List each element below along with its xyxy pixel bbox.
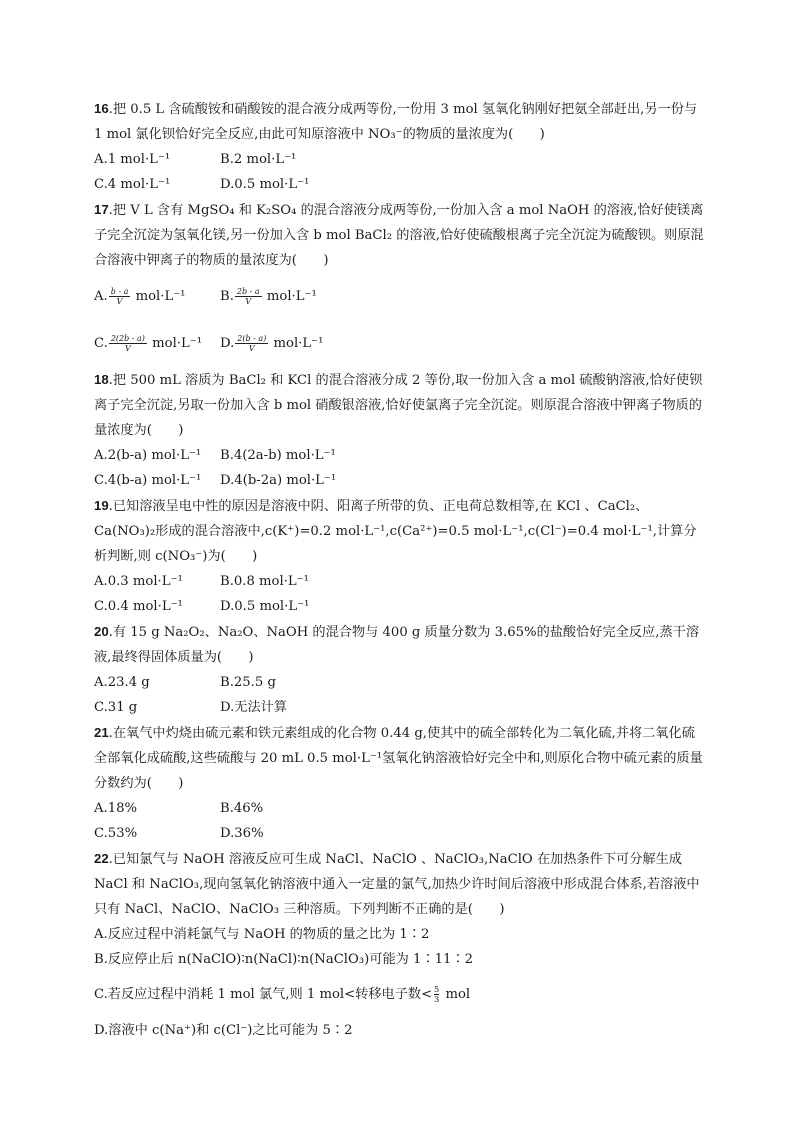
option-a[interactable]: A.0.3 mol·L⁻¹ [94,574,183,589]
fraction: $\frac{5}{3}$ [434,985,440,1004]
question-18 [94,367,704,493]
question-number: 19 [94,498,109,513]
option-b[interactable]: B.反应停止后 n(NaClO)∶n(NaCl)∶n(NaClO₃)可能为 1∶11∶2 [94,952,473,967]
question-number: 21 [94,725,109,740]
option-d[interactable]: D.无法计算 [220,700,288,715]
option-c[interactable]: C.4(b-a) mol·L⁻¹ [94,473,202,488]
option-a[interactable]: A.反应过程中消耗氯气与 NaOH 的物质的量之比为 1∶2 [94,927,430,942]
option-d[interactable]: D.0.5 mol·L⁻¹ [220,599,310,614]
fraction: $\frac{2(2b - a)}{V}$ [110,334,145,353]
option-c[interactable]: C. $\frac{2(2b - a)}{V}$ mol·L⁻¹ [94,334,202,353]
option-a[interactable]: A.2(b-a) mol·L⁻¹ [94,448,202,463]
option-d[interactable]: D.36% [220,826,264,841]
option-c[interactable]: C.4 mol·L⁻¹ [94,177,171,192]
question-page [94,96,704,1043]
option-a[interactable]: A.18% [94,801,138,816]
options [94,796,704,846]
options [94,273,704,367]
question-stem: 17.把 V L 含有 MgSO₄ 和 K₂SO₄ 的混合溶液分成两等份,一份加入含 a mol NaOH 的溶液,恰好使镁离子完全沉淀为氢氧化镁,另一份加入含 b mol BaCl₂ 的溶液,恰好使硫酸根离子完全沉淀为硫酸钡。则原混合溶液中钾离子的物质的量浓度为( ) [94,202,704,268]
question-number: 17 [94,202,109,217]
option-d[interactable]: D.溶液中 c(Na⁺)和 c(Cl⁻)之比可能为 5∶2 [94,1023,353,1038]
question-16 [94,96,704,197]
option-b[interactable]: B.4(2a-b) mol·L⁻¹ [220,448,336,463]
question-stem: 16.把 0.5 L 含硫酸铵和硝酸铵的混合液分成两等份,一份用 3 mol 氢氧化钠刚好把氨全部赶出,另一份与 1 mol 氯化钡恰好完全反应,由此可知原溶液中 NO₃⁻的物质的量浓度为( ) [94,101,698,142]
question-17 [94,197,704,367]
option-c[interactable]: C.31 g [94,700,138,715]
question-stem: 22.已知氯气与 NaOH 溶液反应可生成 NaCl、NaClO 、NaClO₃,NaClO 在加热条件下可分解生成 NaCl 和 NaClO₃,现向氢氧化钠溶液中通入一定量的氯气,加热少许时间后溶液中形成混合体系,若溶液中只有 NaCl、NaClO、NaClO₃ 三种溶质。下列判断不正确的是( ) [94,851,700,917]
options [94,922,704,1043]
question-stem: 18.把 500 mL 溶质为 BaCl₂ 和 KCl 的混合溶液分成 2 等份,取一份加入含 a mol 硫酸钠溶液,恰好使钡离子完全沉淀,另取一份加入含 b mol 硝酸银溶液,恰好使氯离子完全沉淀。则原混合溶液中钾离子物质的量浓度为( ) [94,372,703,438]
option-c[interactable]: C.53% [94,826,138,841]
option-a[interactable]: A.23.4 g [94,675,150,690]
question-number: 20 [94,624,109,639]
question-stem: 21.在氧气中灼烧由硫元素和铁元素组成的化合物 0.44 g,使其中的硫全部转化为二氧化硫,并将二氧化硫全部氧化成硫酸,这些硫酸与 20 mL 0.5 mol·L⁻¹氢氧化钠溶液恰好完全中和,则原化合物中硫元素的质量分数约为( ) [94,725,703,791]
option-a[interactable]: A.1 mol·L⁻¹ [94,152,171,167]
question-stem: 20.有 15 g Na₂O₂、Na₂O、NaOH 的混合物与 400 g 质量分数为 3.65%的盐酸恰好完全反应,蒸干溶液,最终得固体质量为( ) [94,624,700,665]
fraction: $\frac{2(b - a)}{V}$ [237,334,267,353]
option-d[interactable]: D.0.5 mol·L⁻¹ [220,177,310,192]
question-number: 22 [94,851,109,866]
question-21 [94,720,704,846]
fraction: $\frac{b - a}{V}$ [110,287,129,306]
question-number: 16 [94,101,109,116]
option-b[interactable]: B. $\frac{2b - a}{V}$ mol·L⁻¹ [220,287,317,306]
question-number: 18 [94,372,109,387]
option-b[interactable]: B.0.8 mol·L⁻¹ [220,574,309,589]
option-b[interactable]: B.46% [220,801,264,816]
option-a[interactable]: A. $\frac{b - a}{V}$ mol·L⁻¹ [94,287,186,306]
option-c[interactable]: C.0.4 mol·L⁻¹ [94,599,183,614]
question-22 [94,846,704,1043]
option-c[interactable]: C.若反应过程中消耗 1 mol 氯气,则 1 mol<转移电子数< $\frac{5}{3}$ mol [94,985,471,1004]
option-d[interactable]: D.4(b-2a) mol·L⁻¹ [220,473,337,488]
option-d[interactable]: D. $\frac{2(b - a)}{V}$ mol·L⁻¹ [220,334,324,353]
question-stem: 19.已知溶液呈电中性的原因是溶液中阴、阳离子所带的负、正电荷总数相等,在 KCl 、CaCl₂、Ca(NO₃)₂形成的混合溶液中,c(K⁺)=0.2 mol·L⁻¹,c(Ca²⁺)=0.5 mol·L⁻¹,c(Cl⁻)=0.4 mol·L⁻¹,计算分析判断,则 c(NO₃⁻)为( ) [94,498,697,564]
fraction: $\frac{2b - a}{V}$ [236,287,260,306]
option-b[interactable]: B.2 mol·L⁻¹ [220,152,297,167]
options [94,443,704,493]
option-b[interactable]: B.25.5 g [220,675,276,690]
question-20 [94,619,704,720]
options [94,569,704,619]
question-19 [94,493,704,619]
options [94,147,704,197]
options [94,670,704,720]
